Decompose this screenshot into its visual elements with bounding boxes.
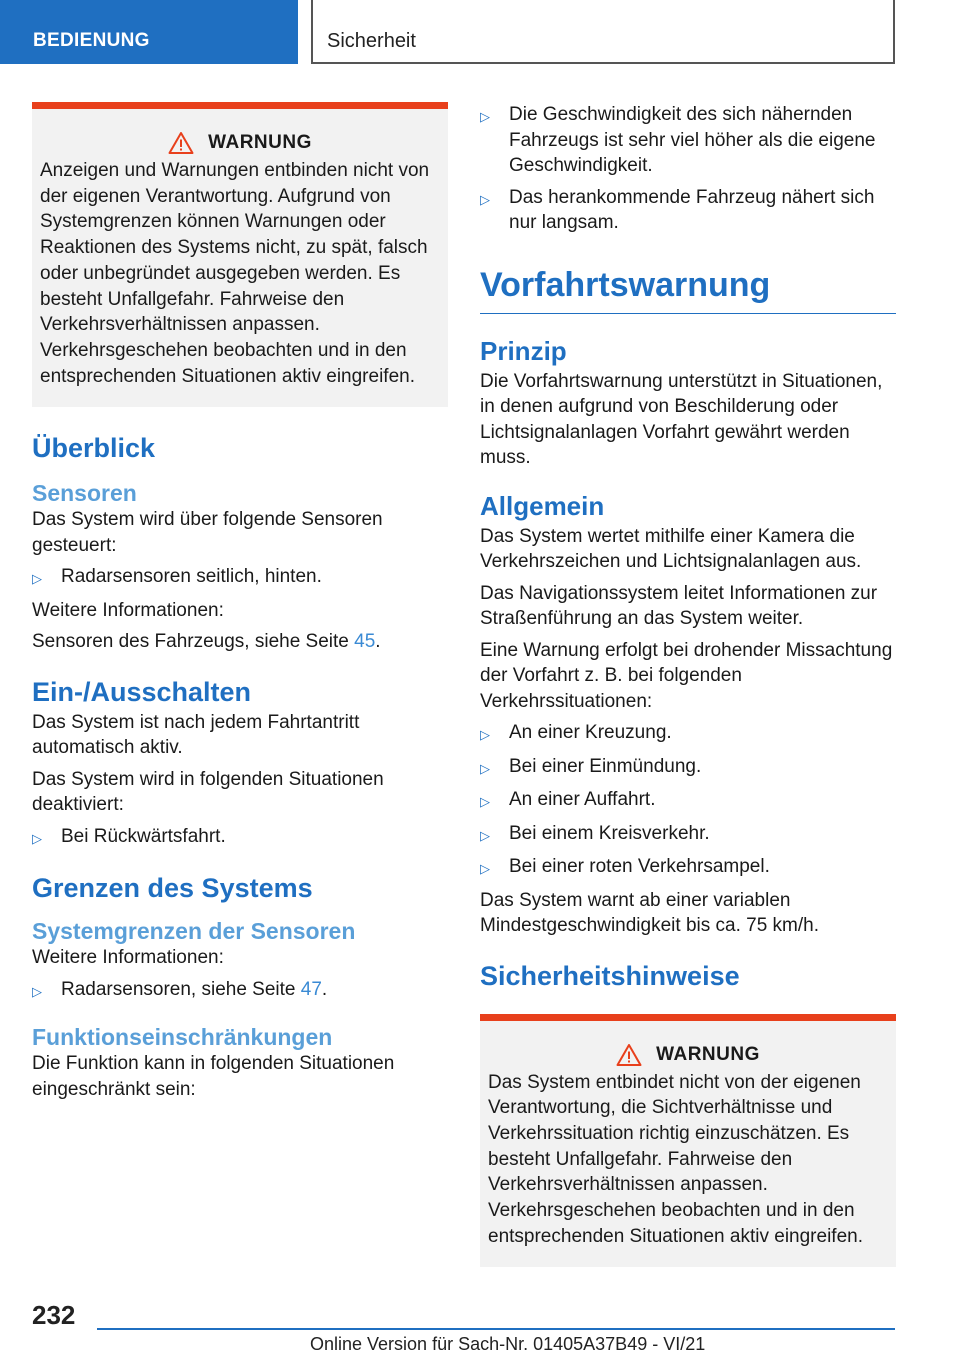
traffic-situations-list [480,720,896,882]
onoff-text-1: Das System ist nach jedem Fahrtantritt automatisch aktiv. [32,711,360,759]
triangle-bullet-icon: ▷ [480,760,490,776]
list-item: ▷ Das herankommende Fahrzeug nähert sich nur langsam. [480,185,896,236]
page-number: 232 [32,1300,76,1330]
limits-heading: Grenzen des Systems [32,873,313,904]
limits-list [32,977,448,1005]
overview-heading: Überblick [32,433,156,464]
principle-text: Die Vorfahrtswarnung unterstützt in Situationen, in denen aufgrund von Beschilderung oder Lichtsignalanlagen Vorfahrt gewährt werden muss. [480,370,883,468]
triangle-bullet-icon: ▷ [480,794,490,809]
function-limits-heading: Funktionseinschränkungen [32,1024,333,1051]
warning-title: WARNUNG [208,132,312,153]
triangle-bullet-icon: ▷ [480,191,490,207]
chapter-label: Sicherheit [327,30,416,52]
warning-text: Das System entbindet nicht von der eigenen Verantwortung, die Sichtverhältnisse und Verkehrssituation richtig einzuschätzen. Es besteht Unfallgefahr. Fahrweise den Verkehrsverhältnissen anpassen. Verkehrsgeschehen beobachten und in den entsprechenden Situationen aktiv eingreifen. [488,1071,863,1247]
more-info-label: Weitere Informationen: [32,947,224,969]
sensor-limits-heading: Systemgrenzen der Sensoren [32,918,356,945]
section-label: BEDIENUNG [33,30,150,51]
general-text-1: Das System wertet mithilfe einer Kamera die Verkehrszeichen und Lichtsignalanlagen aus. [480,525,862,572]
list-item: ▷ Bei Rückwärtsfahrt. [32,824,448,852]
triangle-bullet-icon: ▷ [32,571,42,587]
list-item: ▷ Radarsensoren, siehe Seite 47. [32,977,448,1005]
sensors-text: Das System wird über folgende Sensoren gesteuert: [32,509,383,556]
general-heading: Allgemein [480,490,605,521]
triangle-bullet-icon: ▷ [480,109,490,124]
page-link-45[interactable]: 45 [354,631,376,653]
warning-heading [40,131,440,155]
page-link-47[interactable]: 47 [300,978,322,1000]
warning-box [480,1014,896,1268]
sensors-heading: Sensoren [32,480,137,507]
chapter-header [311,0,895,64]
general-text-4: Das System warnt ab einer variablen Mindestgeschwindigkeit bis ca. 75 km/h. [480,889,819,936]
list-item: ▷ Bei einem Kreisverkehr. [480,821,896,849]
principle-heading: Prinzip [480,335,567,366]
function-limits-text: Die Funktion kann in folgenden Situationen eingeschränkt sein: [32,1053,395,1100]
situations-list [480,102,896,236]
warning-title: WARNUNG [656,1043,760,1065]
list-item: ▷ Die Geschwindigkeit des sich nähernden Fahrzeugs ist sehr viel höher als die eigene Geschwindigkeit. [480,102,896,179]
triangle-bullet-icon: ▷ [32,830,42,846]
onoff-heading: Ein-/Ausschalten [32,676,252,707]
left-column [32,102,448,1108]
right-column [480,102,896,1267]
footer-version: Online Version für Sach-Nr. 01405A37B49 - VI/21 [310,1334,706,1354]
safety-heading: Sicherheitshinweise [480,960,740,991]
triangle-bullet-icon: ▷ [480,827,490,843]
warning-heading [488,1043,888,1067]
general-text-3: Eine Warnung erfolgt bei drohender Missachtung der Vorfahrt z. B. bei folgenden Verkehrssituationen: [480,639,893,712]
sensors-list [32,564,448,592]
list-item: ▷ Radarsensoren seitlich, hinten. [32,564,448,592]
warning-triangle-icon [616,1043,642,1067]
triangle-bullet-icon: ▷ [480,861,490,876]
list-item: ▷ An einer Kreuzung. [480,720,896,748]
list-item: ▷ Bei einer roten Verkehrsampel. [480,854,896,882]
list-item: ▷ Bei einer Einmündung. [480,754,896,782]
main-heading: Vorfahrtswarnung [480,266,896,314]
warning-box [32,102,448,407]
general-text-2: Das Navigationssystem leitet Informationen zur Straßenführung an das System weiter. [480,582,878,629]
warning-text: Anzeigen und Warnungen entbinden nicht von der eigenen Verantwortung. Aufgrund von Systemgrenzen können Warnungen oder Reaktionen des Systems nicht, zu spät, falsch oder unbegründet ausgegeben werden. Es besteht Unfallgefahr. Fahrweise den Verkehrsverhältnissen anpassen. Verkehrsgeschehen beobachten und in den entsprechenden Situationen aktiv eingreifen. [40,160,430,387]
more-info-label: Weitere Informationen: [32,599,224,621]
onoff-text-2: Das System wird in folgenden Situationen deaktiviert: [32,768,384,816]
footer-divider [97,1328,895,1330]
triangle-bullet-icon: ▷ [480,727,490,742]
section-tab [0,0,298,64]
warning-triangle-icon [168,131,194,155]
sensors-reference: Sensoren des Fahrzeugs, siehe Seite 45. [32,631,381,653]
list-item: ▷ An einer Auffahrt. [480,787,896,815]
onoff-list [32,824,448,852]
triangle-bullet-icon: ▷ [32,983,42,999]
